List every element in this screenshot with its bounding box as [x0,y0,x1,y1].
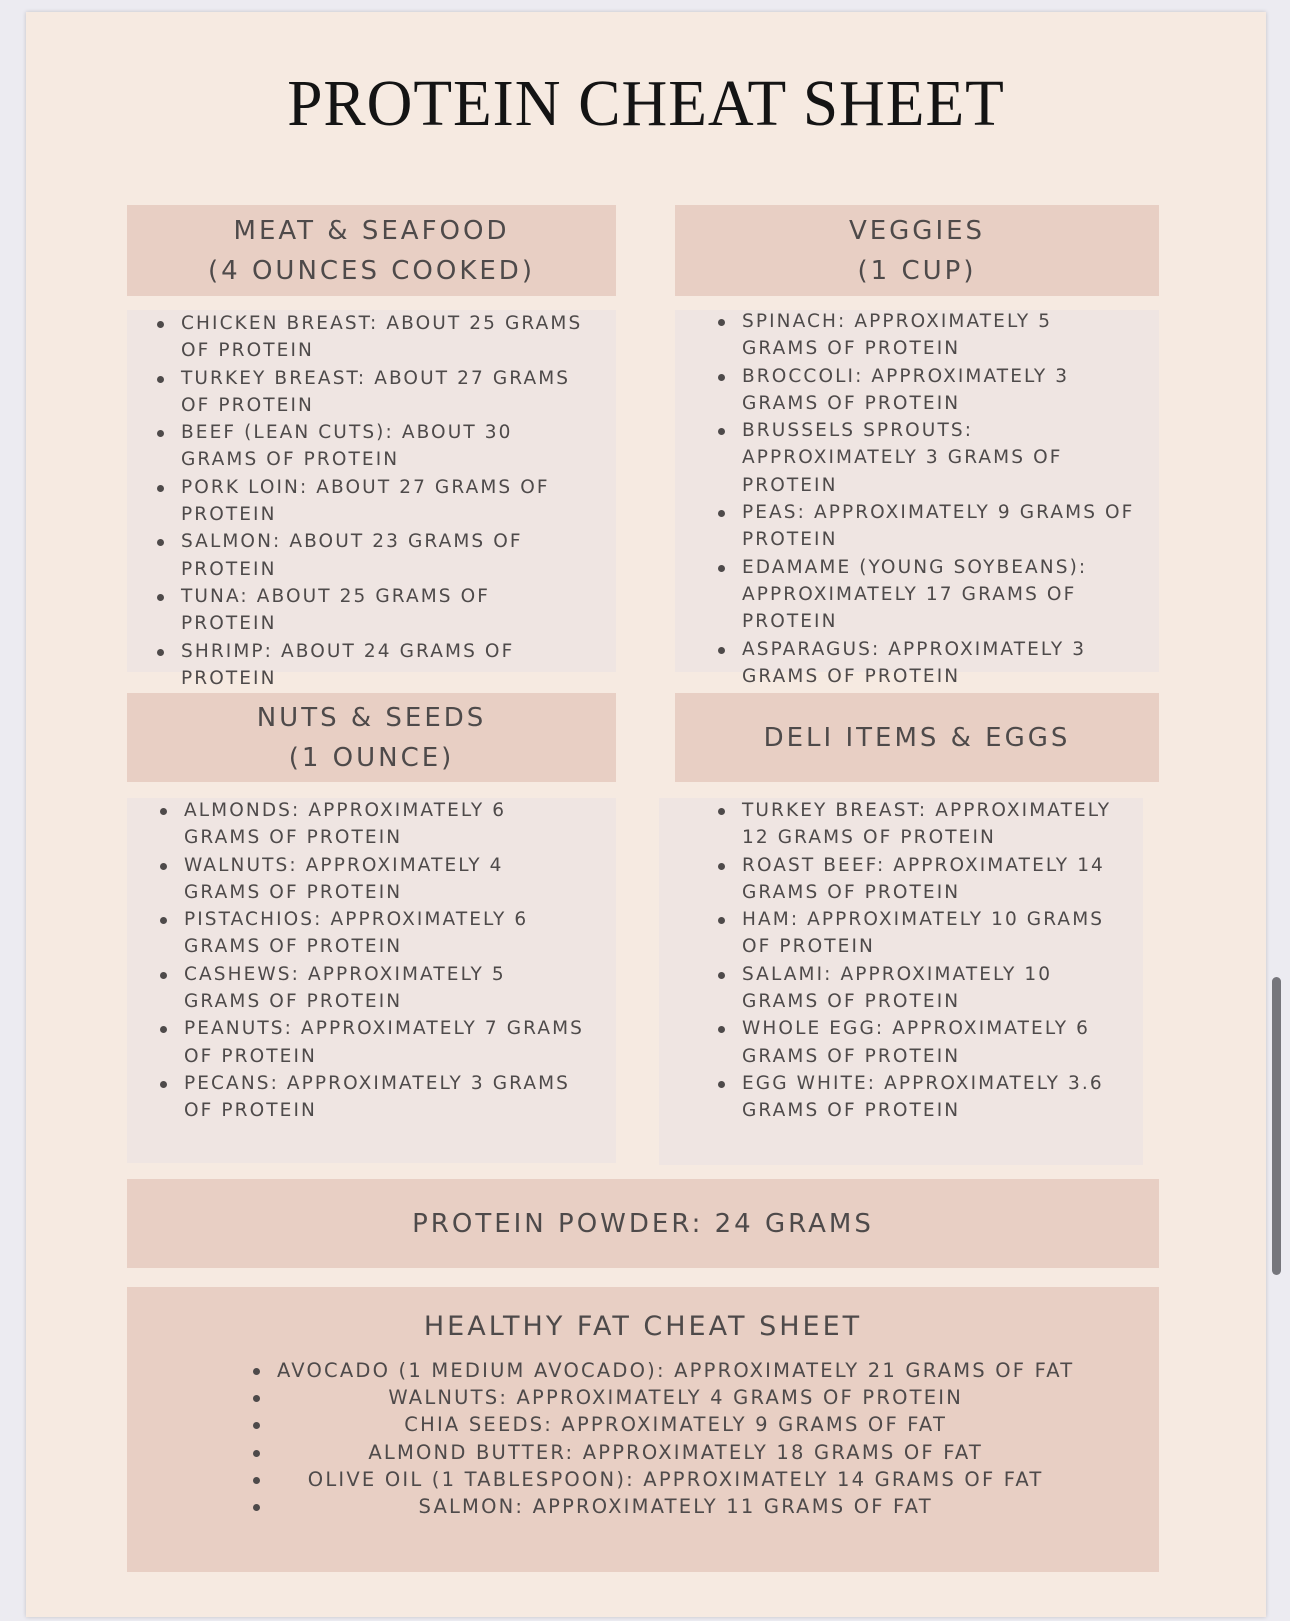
list-item: SPINACH: APPROXIMATELY 5 GRAMS OF PROTEIN [716,308,1136,363]
list-item: WHOLE EGG: APPROXIMATELY 6 GRAMS OF PROTEIN [716,1015,1136,1070]
list-item: CHICKEN BREAST: ABOUT 25 GRAMS OF PROTEIN [155,310,585,365]
nuts-heading-line1: NUTS & SEEDS [256,702,487,733]
list-item: BEEF (LEAN CUTS): ABOUT 30 GRAMS OF PROTEIN [155,419,585,474]
healthy-fat-section [127,1287,1159,1572]
nuts-heading-line2: (1 OUNCE) [288,742,455,773]
veggies-heading-line1: VEGGIES [848,215,986,246]
list-item: PECANS: APPROXIMATELY 3 GRAMS OF PROTEIN [158,1070,588,1125]
list-item: CASHEWS: APPROXIMATELY 5 GRAMS OF PROTEIN [158,961,588,1016]
veggies-header [675,205,1159,296]
list-item: WALNUTS: APPROXIMATELY 4 GRAMS OF PROTEIN [158,852,588,907]
list-item: TUNA: ABOUT 25 GRAMS OF PROTEIN [155,583,585,638]
list-item: TURKEY BREAST: ABOUT 27 GRAMS OF PROTEIN [155,365,585,420]
list-item: PORK LOIN: ABOUT 27 GRAMS OF PROTEIN [155,474,585,529]
list-item: SALAMI: APPROXIMATELY 10 GRAMS OF PROTEIN [716,961,1136,1016]
list-item: ALMOND BUTTER: APPROXIMATELY 18 GRAMS OF FAT [251,1439,1074,1466]
list-item: PISTACHIOS: APPROXIMATELY 6 GRAMS OF PROTEIN [158,906,588,961]
list-item: EDAMAME (YOUNG SOYBEANS): APPROXIMATELY 17 GRAMS OF PROTEIN [716,554,1136,636]
meat-heading-line2: (4 OUNCES COOKED) [208,255,535,286]
meat-heading-line1: MEAT & SEAFOOD [233,215,510,246]
list-item: OLIVE OIL (1 TABLESPOON): APPROXIMATELY 14 GRAMS OF FAT [251,1466,1074,1493]
list-item: HAM: APPROXIMATELY 10 GRAMS OF PROTEIN [716,906,1136,961]
list-item: ALMONDS: APPROXIMATELY 6 GRAMS OF PROTEIN [158,797,588,852]
list-item: ROAST BEEF: APPROXIMATELY 14 GRAMS OF PROTEIN [716,852,1136,907]
vertical-scrollbar-thumb[interactable] [1272,977,1281,1275]
protein-powder-text: PROTEIN POWDER: 24 GRAMS [412,1208,874,1239]
cheat-sheet-page [26,12,1266,1617]
healthy-fat-list [251,1357,1074,1520]
list-item: WALNUTS: APPROXIMATELY 4 GRAMS OF PROTEIN [251,1384,1074,1411]
list-item: TURKEY BREAST: APPROXIMATELY 12 GRAMS OF PROTEIN [716,797,1136,852]
list-item: EGG WHITE: APPROXIMATELY 3.6 GRAMS OF PROTEIN [716,1070,1136,1125]
list-item: AVOCADO (1 MEDIUM AVOCADO): APPROXIMATELY 21 GRAMS OF FAT [251,1357,1074,1384]
list-item: BRUSSELS SPROUTS: APPROXIMATELY 3 GRAMS OF PROTEIN [716,417,1136,499]
list-item: SALMON: APPROXIMATELY 11 GRAMS OF FAT [251,1493,1074,1520]
nuts-seeds-header [127,693,616,782]
veggies-heading-line2: (1 CUP) [857,255,977,286]
list-item: PEANUTS: APPROXIMATELY 7 GRAMS OF PROTEIN [158,1015,588,1070]
deli-heading: DELI ITEMS & EGGS [763,722,1071,753]
list-item: PEAS: APPROXIMATELY 9 GRAMS OF PROTEIN [716,499,1136,554]
deli-list [716,797,1136,1125]
meat-seafood-header [127,205,616,296]
list-item: BROCCOLI: APPROXIMATELY 3 GRAMS OF PROTEIN [716,363,1136,418]
list-item: CHIA SEEDS: APPROXIMATELY 9 GRAMS OF FAT [251,1411,1074,1438]
healthy-fat-heading: HEALTHY FAT CHEAT SHEET [423,1311,863,1342]
nuts-list [158,797,588,1125]
veggies-list [716,308,1136,690]
list-item: SHRIMP: ABOUT 24 GRAMS OF PROTEIN [155,638,585,693]
list-item: SALMON: ABOUT 23 GRAMS OF PROTEIN [155,528,585,583]
protein-powder-banner [127,1179,1159,1268]
list-item: ASPARAGUS: APPROXIMATELY 3 GRAMS OF PROTEIN [716,636,1136,691]
deli-eggs-header [675,693,1159,782]
page-title: PROTEIN CHEAT SHEET [287,67,1005,140]
meat-list [155,310,585,692]
